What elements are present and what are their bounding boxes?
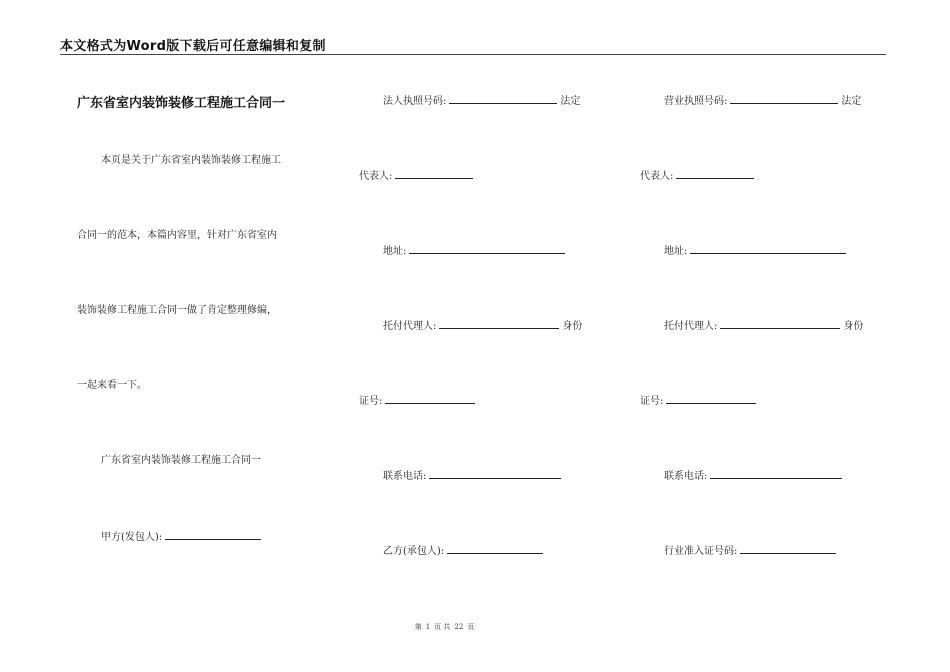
col2-rep-field[interactable] <box>395 168 473 179</box>
party-a-field[interactable] <box>165 529 261 540</box>
col3-address-field[interactable] <box>690 243 846 254</box>
col2-address-field[interactable] <box>409 243 565 254</box>
col3-license-field[interactable] <box>730 93 838 104</box>
intro-line-3: 装饰装修工程施工合同一做了肯定整理修编， <box>77 305 277 316</box>
col2-agent-label: 托付代理人: <box>383 321 437 332</box>
col2-agent-row <box>383 318 582 334</box>
col2-license-field[interactable] <box>449 93 557 104</box>
party-a-row <box>101 529 264 545</box>
party-b-field[interactable] <box>447 543 543 554</box>
col3-agent-suffix: 身份 <box>843 321 864 332</box>
col3-license-suffix: 法定 <box>841 96 862 107</box>
col2-license-suffix: 法定 <box>560 96 581 107</box>
col3-address-label: 地址: <box>664 246 688 257</box>
col3-cert-label: 行业准入证号码: <box>664 546 738 557</box>
header-text: 本文格式为Word版下载后可任意编辑和复制 <box>60 39 326 54</box>
col3-cert-field[interactable] <box>740 543 836 554</box>
party-b-label: 乙方(承包人): <box>383 546 445 557</box>
footer-mid: 页 共 <box>434 623 451 631</box>
party-a-label: 甲方(发包人): <box>101 532 163 543</box>
col3-rep-label: 代表人: <box>640 171 674 182</box>
intro-line-2: 合同一的范本，本篇内容里，针对广东省室内 <box>77 230 277 241</box>
col2-address-label: 地址: <box>383 246 407 257</box>
col3-license-row <box>664 93 861 109</box>
col3-phone-row <box>664 468 845 484</box>
col2-agent-suffix: 身份 <box>562 321 583 332</box>
contract-subtitle: 广东省室内装饰装修工程施工合同一 <box>101 455 261 466</box>
col2-license-label: 法人执照号码: <box>383 96 447 107</box>
col2-id-label: 证号: <box>359 396 383 407</box>
document-title: 广东省室内装饰装修工程施工合同一 <box>77 96 286 111</box>
col2-phone-field[interactable] <box>429 468 561 479</box>
col2-address-row <box>383 243 568 259</box>
col2-license-row <box>383 93 580 109</box>
col3-address-row <box>664 243 849 259</box>
col3-license-label: 营业执照号码: <box>664 96 728 107</box>
col3-id-field[interactable] <box>666 393 756 404</box>
col3-rep-field[interactable] <box>676 168 754 179</box>
col3-agent-row <box>664 318 863 334</box>
page-footer <box>0 622 889 632</box>
intro-line-4: 一起来看一下。 <box>77 380 147 391</box>
col2-id-row <box>359 393 478 409</box>
col2-agent-field[interactable] <box>439 318 559 329</box>
col3-phone-field[interactable] <box>710 468 842 479</box>
page-header <box>60 35 886 55</box>
col3-agent-label: 托付代理人: <box>664 321 718 332</box>
footer-prefix: 第 <box>414 623 422 631</box>
footer-suffix: 页 <box>467 623 475 631</box>
col3-cert-row <box>664 543 839 559</box>
intro-line-1: 本页是关于广东省室内装饰装修工程施工 <box>101 155 281 166</box>
col3-id-row <box>640 393 759 409</box>
col3-id-label: 证号: <box>640 396 664 407</box>
col3-agent-field[interactable] <box>720 318 840 329</box>
col3-phone-label: 联系电话: <box>664 471 708 482</box>
col2-phone-row <box>383 468 564 484</box>
col2-id-field[interactable] <box>385 393 475 404</box>
col2-rep-label: 代表人: <box>359 171 393 182</box>
footer-page-number: 1 <box>425 623 431 631</box>
col2-party-b-row <box>383 543 546 559</box>
col2-rep-row <box>359 168 476 184</box>
footer-total-pages: 22 <box>454 623 464 631</box>
col3-rep-row <box>640 168 757 184</box>
col2-phone-label: 联系电话: <box>383 471 427 482</box>
